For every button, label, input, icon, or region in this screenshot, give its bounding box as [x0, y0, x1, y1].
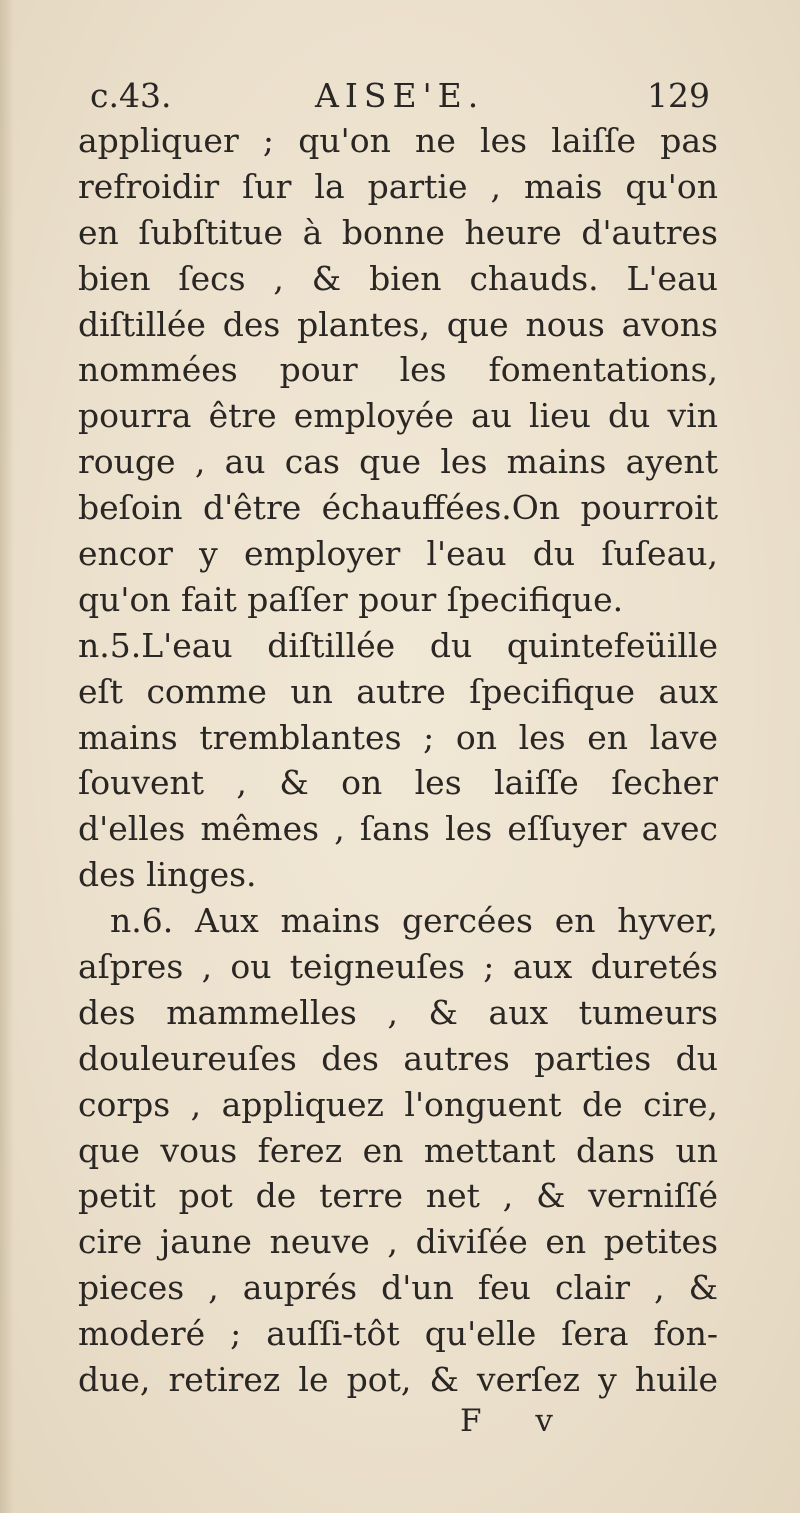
text-line: rouge , au cas que les mains ayent [78, 442, 718, 482]
text-line: nommées pour les fomentations, [78, 350, 718, 390]
running-title: AISE'E. [315, 76, 485, 115]
text-line: refroidir ſur la partie , mais qu'on [78, 166, 718, 206]
text-line: n.6. Aux mains gercées en hyver, [110, 901, 718, 941]
text-line: eſt comme un autre ſpecifique aux [78, 671, 718, 711]
text-line: en ſubſtitue à bonne heure d'autres [78, 212, 718, 252]
text-line: pieces , auprés d'un feu clair , & [78, 1268, 718, 1308]
text-line: beſoin d'être échauffées.On pourroit [78, 488, 718, 528]
text-line: bien ſecs , & bien chauds. L'eau [78, 258, 718, 298]
text-line: cire jaune neuve , diviſée en petites [78, 1222, 718, 1262]
text-line: diſtillée des plantes, que nous avons [78, 304, 718, 344]
text-line: petit pot de terre net , & verniſſé [78, 1176, 718, 1216]
page-edge-shadow [0, 0, 14, 1513]
text-line: douleureuſes des autres parties du [78, 1038, 718, 1078]
text-line: des mammelles , & aux tumeurs [78, 992, 718, 1032]
text-line: mains tremblantes ; on les en lave [78, 717, 718, 757]
running-header [90, 72, 710, 120]
page-number: 129 [647, 76, 710, 115]
text-line: moderé ; auſſi-tôt qu'elle ſera fon- [78, 1314, 718, 1354]
text-line: qu'on fait paſſer pour ſpecifique. [78, 579, 624, 619]
text-line: pourra être employée au lieu du vin [78, 396, 718, 436]
text-line: aſpres , ou teigneuſes ; aux duretés [78, 947, 718, 987]
body-text [78, 118, 718, 1403]
text-line: appliquer ; qu'on ne les laiſſe pas [78, 121, 718, 160]
signature-mark: F v [460, 1403, 575, 1439]
text-line: que vous ferez en mettant dans un [78, 1130, 718, 1170]
text-line: ſouvent , & on les laiſſe ſecher [78, 763, 718, 803]
text-line: encor y employer l'eau du ſuſeau, [78, 534, 718, 574]
text-line: n.5.L'eau diſtillée du quintefeüille [78, 625, 718, 665]
chapter-reference: c.43. [90, 76, 172, 115]
text-line: corps , appliquez l'onguent de cire, [78, 1084, 718, 1124]
text-line: due, retirez le pot, & verſez y huile [78, 1360, 718, 1400]
text-line: d'elles mêmes , ſans les eſſuyer avec [78, 809, 718, 849]
text-line: des linges. [78, 855, 257, 895]
